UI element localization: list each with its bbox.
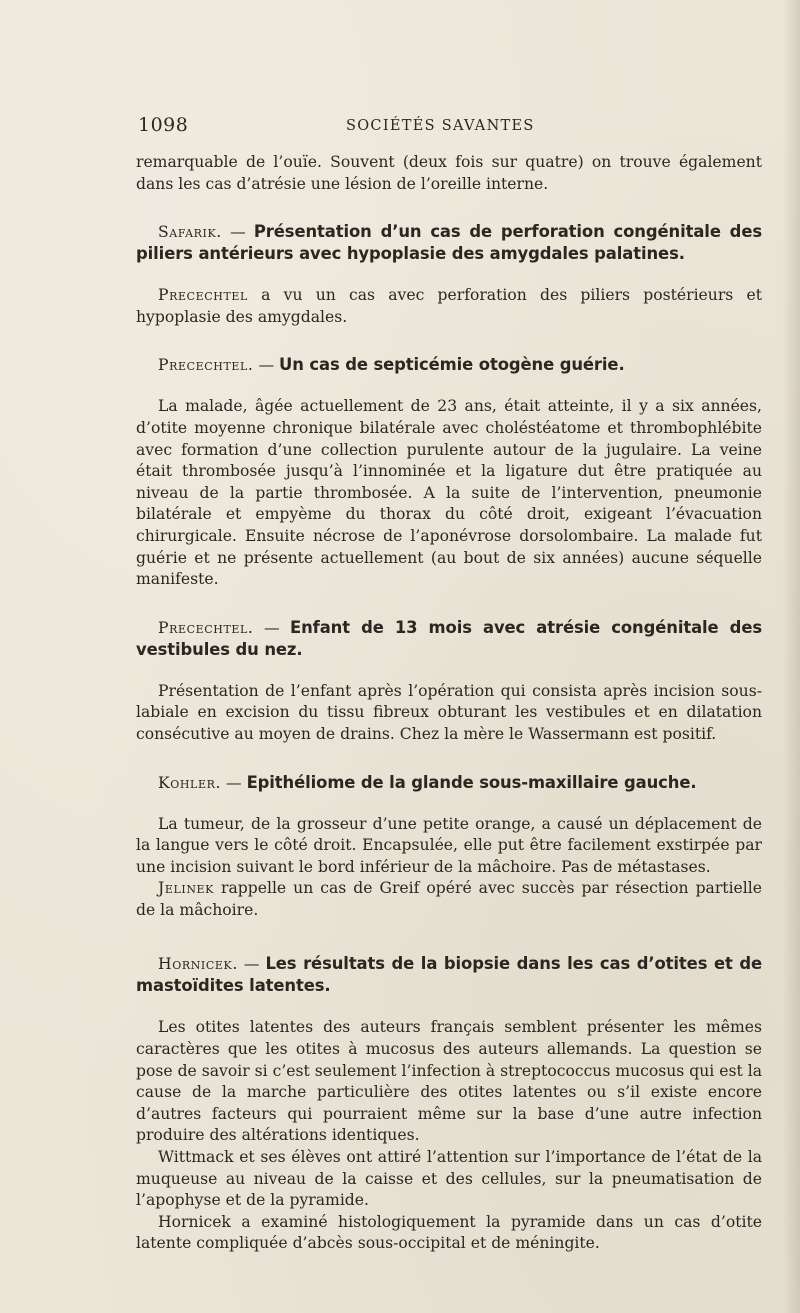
author-name: Precechtel. <box>158 618 254 637</box>
author-name: Precechtel. <box>158 356 254 375</box>
paragraph-text: rappelle un cas de Greif opéré avec succès par résection partielle de la mâchoire. <box>136 879 762 919</box>
section-heading-precechtel-2 <box>136 617 762 661</box>
paragraph: Wittmack et ses élèves ont attiré l’attention sur l’importance de l’état de la muqueuse au niveau de la caisse et des cellules, sur la pneumatisation de l’apophyse et de la pyramide. <box>136 1148 762 1210</box>
author-name: Jelinek <box>158 879 215 898</box>
heading-separator: — <box>221 223 254 242</box>
author-name: Kohler. <box>158 773 222 792</box>
paragraph <box>136 285 762 328</box>
section-heading-kohler <box>136 772 762 794</box>
heading-separator: — <box>221 773 247 792</box>
paragraph: Hornicek a examiné histologiquement la pyramide dans un cas d’otite latente compliquée d’abcès sous-occipital et de méningite. <box>136 1212 762 1253</box>
heading-separator: — <box>253 356 280 375</box>
heading-separator: — <box>237 955 266 974</box>
paragraph: La malade, âgée actuellement de 23 ans, était atteinte, il y a six années, d’otite moyenne chronique bilatérale avec choléstéatome et thrombophlébite avec formation d’une collection purulente autour de la jugulaire. La veine était thrombosée jusqu’à l’innominée et la ligature dut être pratiquée au niveau de la partie thrombosée. A la suite de l’intervention, pneumonie bilatérale et empyème du thorax du côté droit, exigeant l’évacuation chirurgicale. Ensuite nécrose de l’aponévrose dorsolombaire. La malade fut guérie et ne présente actuellement (au bout de six années) aucune séquelle manifeste. <box>136 397 762 589</box>
section-title: Un cas de septicémie otogène guérie. <box>279 355 625 375</box>
page-number: 1098 <box>138 114 189 136</box>
section-title: Enfant de 13 mois avec atrésie congénitale des vestibules du nez. <box>136 617 762 659</box>
section-heading-safarik <box>136 221 762 265</box>
author-name: Hornicek. <box>158 955 238 974</box>
section-title: Présentation d’un cas de perforation congénitale des piliers antérieurs avec hypoplasie des amygdales palatines. <box>136 222 762 264</box>
section-heading-hornicek <box>136 953 762 997</box>
running-head <box>138 114 762 140</box>
paragraph: La tumeur, de la grosseur d’une petite orange, a causé un déplacement de la langue vers le côté droit. Encapsulée, elle put être facilement exstirpée par une incision suivant le bord inférieur de la mâchoire. Pas de métastases. <box>136 814 762 876</box>
section-title: Les résultats de la biopsie dans les cas d’otites et de mastoïdites latentes. <box>136 954 762 996</box>
paragraph: Présentation de l’enfant après l’opération qui consista après incision sous-labiale en excision du tissu fibreux obturant les vestibules et en dilatation consécutive au moyen de drains. Chez la mère le Wassermann est positif. <box>136 681 762 743</box>
paragraph-continuation: remarquable de l’ouïe. Souvent (deux fois sur quatre) on trouve également dans les cas d’atrésie une lésion de l’oreille interne. <box>136 153 762 193</box>
author-name: Safarik. <box>158 223 222 242</box>
section-heading-precechtel-1 <box>136 354 762 376</box>
author-name: Precechtel <box>158 286 248 305</box>
paragraph <box>136 878 762 921</box>
page-body <box>136 152 762 1255</box>
paragraph: Les otites latentes des auteurs français semblent présenter les mêmes caractères que les otites à mucosus des auteurs allemands. La question se pose de savoir si c’est seulement l’infection à streptococcus mucosus qui est la cause de la marche particulière des otites latentes ou s’il existe encore d’autres facteurs qui pourraient même sur la base d’une autre infection produire des altérations identiques. <box>136 1018 762 1145</box>
paragraph-text: a vu un cas avec perforation des piliers postérieurs et hypoplasie des amygdales. <box>136 286 762 326</box>
heading-separator: — <box>253 618 291 637</box>
running-title: SOCIÉTÉS SAVANTES <box>346 118 535 134</box>
section-title: Epithéliome de la glande sous-maxillaire gauche. <box>246 772 697 792</box>
